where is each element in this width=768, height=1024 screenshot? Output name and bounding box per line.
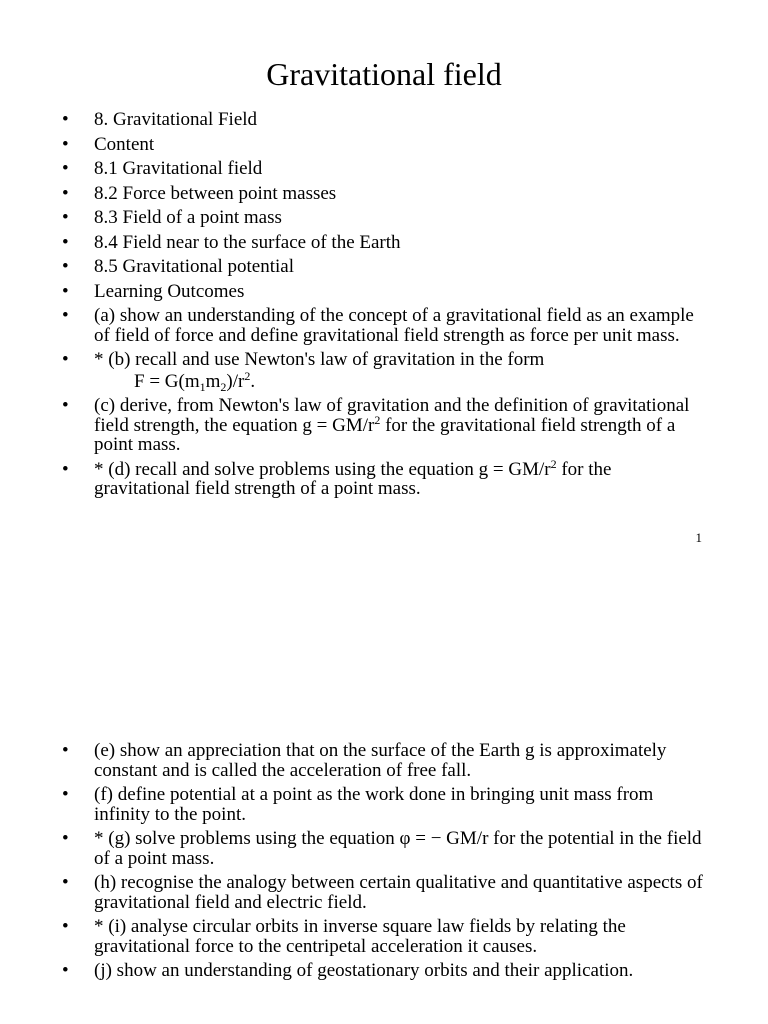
bullet-icon: •	[62, 182, 69, 204]
bullet-icon: •	[62, 207, 69, 228]
list-item	[62, 282, 712, 302]
list-item	[62, 306, 712, 345]
list-item-text: Content	[94, 133, 155, 155]
list-item-text: * (b) recall and use Newton's law of gravitation in the form	[94, 349, 545, 370]
bullet-icon: •	[62, 784, 69, 805]
list-item	[62, 208, 712, 228]
list-item-text: 8.4 Field near to the surface of the Earth	[94, 231, 401, 253]
list-item-text: 8.5 Gravitational potential	[94, 256, 294, 277]
list-item	[62, 257, 712, 277]
list-item-text: (h) recognise the analogy between certain qualitative and quantitative aspects of gravitational field and electric field.	[94, 872, 703, 913]
list-item-text: (e) show an appreciation that on the surface of the Earth g is approximately constant and is called the acceleration of free fall.	[94, 740, 667, 781]
list-item-text: * (g) solve problems using the equation φ = − GM/r for the potential in the field of a point mass.	[94, 828, 702, 869]
list-item	[62, 233, 712, 253]
list-item	[62, 741, 712, 780]
bullet-icon: •	[62, 916, 69, 937]
list-item	[62, 829, 712, 868]
bullet-icon: •	[62, 960, 69, 981]
list-item	[62, 873, 712, 912]
list-item-text: 8.2 Force between point masses	[94, 182, 337, 204]
page-number: 1	[695, 530, 702, 545]
bullet-icon: •	[62, 872, 69, 893]
list-item	[62, 184, 712, 204]
list-item-text: 8.3 Field of a point mass	[94, 207, 282, 228]
list-item-text: Learning Outcomes	[94, 280, 245, 302]
bullet-icon: •	[62, 740, 69, 761]
list-item	[62, 159, 712, 179]
bullet-icon: •	[62, 158, 69, 179]
list-item-solve-field-strength: • * (d) recall and solve problems using the equation $g = GM/r^2$ for the gravitational field strength of a point mass.	[62, 456, 612, 499]
bullet-icon: •	[62, 133, 69, 155]
bullet-icon: •	[62, 458, 69, 480]
bullet-icon: •	[62, 256, 69, 277]
bullet-icon: •	[62, 349, 69, 370]
bullet-icon: •	[62, 828, 69, 849]
list-item	[62, 135, 712, 155]
slide-1-bullet-list	[62, 110, 712, 504]
list-item	[62, 785, 712, 824]
bullet-icon: •	[62, 395, 69, 416]
bullet-icon: •	[62, 305, 69, 326]
list-item-text: (j) show an understanding of geostationary orbits and their application.	[94, 960, 634, 981]
slide-title: Gravitational field	[266, 56, 502, 92]
bullet-icon: •	[62, 280, 69, 302]
slide-2	[0, 560, 768, 1024]
list-item	[62, 110, 712, 130]
list-item-text: (f) define potential at a point as the work done in bringing unit mass from infinity to the point.	[94, 784, 654, 825]
list-item-derive-field-strength: • (c) derive, from Newton's law of gravitation and the definition of gravitational field strength, the equation $g = GM/r^2$ for the gravitational field strength of a point mass.	[62, 395, 690, 455]
bullet-icon: •	[62, 109, 69, 130]
newton-law-formula: $F = G(m_1m_2)/r^2$.	[134, 368, 256, 394]
bullet-icon: •	[62, 231, 69, 253]
slide-2-bullet-list	[62, 741, 712, 986]
list-item-text: * (i) analyse circular orbits in inverse square law fields by relating the gravitational force to the centripetal acceleration it causes.	[94, 916, 626, 957]
list-item	[62, 961, 712, 981]
list-item-text: 8.1 Gravitational field	[94, 158, 263, 179]
list-item-newton-law	[62, 349, 712, 394]
list-item	[62, 917, 712, 956]
list-item-text: 8. Gravitational Field	[94, 109, 258, 130]
list-item-text: (a) show an understanding of the concept of a gravitational field as an example of field of force and define gravitational field strength as force per unit mass.	[94, 305, 694, 346]
